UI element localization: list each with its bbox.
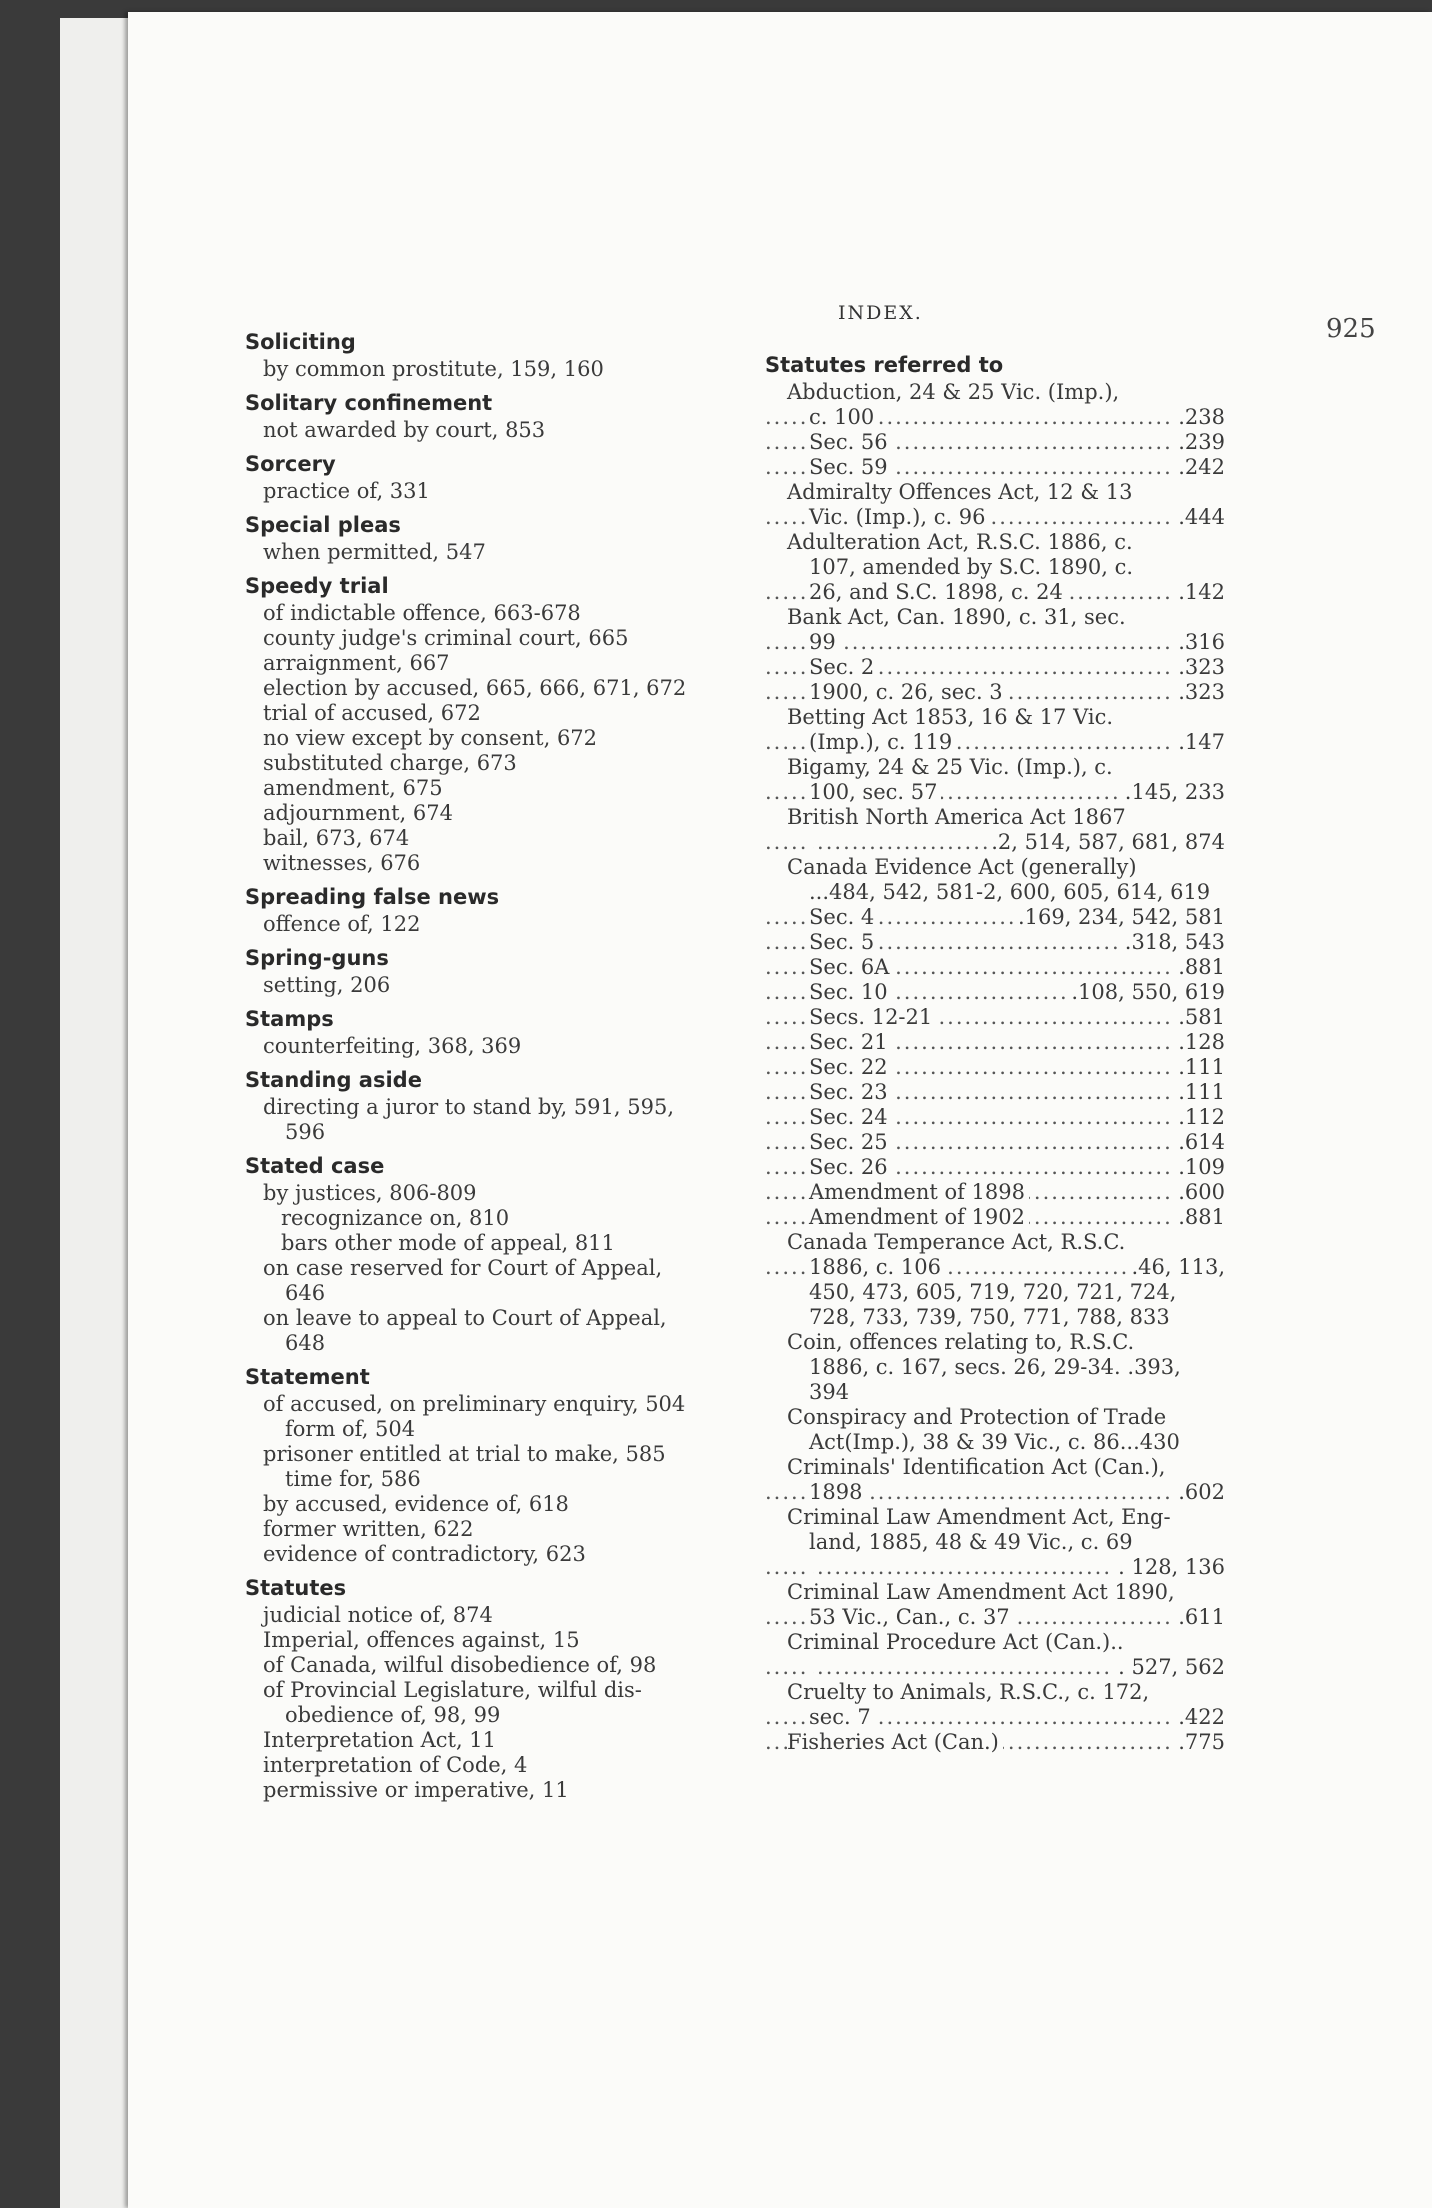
index-heading: Solitary confinement: [245, 391, 493, 415]
statute-page-ref: .128: [1174, 1030, 1225, 1055]
statute-line: [765, 1280, 1225, 1305]
statute-text: [809, 1555, 813, 1579]
statute-text: Bank Act, Can. 1890, c. 31, sec.: [787, 605, 1130, 629]
index-entry: [245, 882, 725, 937]
index-subentry: of Provincial Legislature, wilful dis-: [263, 1678, 642, 1702]
statute-line: [765, 680, 1225, 705]
statute-line: [765, 1005, 1225, 1030]
index-heading: Stamps: [245, 1007, 334, 1031]
index-subentry: practice of, 331: [263, 479, 430, 503]
left-column: [245, 327, 725, 1809]
index-subentry: on leave to appeal to Court of Appeal,: [263, 1306, 667, 1330]
statute-line: [765, 1130, 1225, 1155]
statute-text: Secs. 12-21: [809, 1005, 936, 1029]
statute-line: [765, 1255, 1225, 1280]
index-heading: Statement: [245, 1365, 370, 1389]
index-subentry: 646: [285, 1281, 326, 1305]
index-heading: Speedy trial: [245, 574, 389, 598]
statute-line: [765, 1230, 1225, 1255]
statute-line: [765, 1305, 1225, 1330]
statute-line: [765, 1480, 1225, 1505]
statute-page-ref: .444: [1174, 505, 1225, 530]
statute-line: [765, 855, 1225, 880]
statute-line: [765, 580, 1225, 605]
statute-line: [765, 430, 1225, 455]
statute-page-ref: .611: [1174, 1605, 1225, 1630]
index-entry: [245, 1151, 725, 1356]
index-entry: [245, 1004, 725, 1059]
statute-line: [765, 755, 1225, 780]
statute-line: [765, 1580, 1225, 1605]
index-subentry: recognizance on, 810: [281, 1206, 510, 1230]
statute-text: 1898: [809, 1480, 866, 1504]
index-heading: Statutes: [245, 1576, 347, 1600]
index-entry: [245, 1362, 725, 1567]
statute-page-ref: .147: [1174, 730, 1225, 755]
statute-text: Abduction, 24 & 25 Vic. (Imp.),: [787, 380, 1123, 404]
statute-text: British North America Act 1867: [787, 805, 1130, 829]
index-heading: Spreading false news: [245, 885, 500, 909]
statute-line: [765, 980, 1225, 1005]
statute-text: 26, and S.C. 1898, c. 24: [809, 580, 1067, 604]
statute-text: Criminal Law Amendment Act 1890,: [787, 1580, 1179, 1604]
index-subentry: permissive or imperative, 11: [263, 1778, 569, 1802]
statute-line: [765, 930, 1225, 955]
index-subentry: bail, 673, 674: [263, 826, 410, 850]
index-subentry: offence of, 122: [263, 912, 421, 936]
statute-text: sec. 7: [809, 1705, 875, 1729]
statute-text: 100, sec. 57: [809, 780, 941, 804]
index-heading: Sorcery: [245, 452, 336, 476]
statute-text: Canada Evidence Act (generally): [787, 855, 1141, 879]
statute-line: [765, 955, 1225, 980]
statute-text: Sec. 26: [809, 1155, 892, 1179]
statute-text: [809, 1655, 813, 1679]
index-subentry: not awarded by court, 853: [263, 418, 546, 442]
index-subentry: obedience of, 98, 99: [285, 1703, 501, 1727]
statute-page-ref: .108, 550, 619: [1067, 980, 1225, 1005]
statute-text: Cruelty to Animals, R.S.C., c. 172,: [787, 1680, 1153, 1704]
statute-line: [765, 1630, 1225, 1655]
statute-page-ref: .238: [1174, 405, 1225, 430]
index-subentry: 648: [285, 1331, 326, 1355]
statute-page-ref: ..... .2, 514, 587, 681, 874: [987, 830, 1225, 855]
statute-page-ref: .323: [1174, 655, 1225, 680]
index-subentry: evidence of contradictory, 623: [263, 1542, 586, 1566]
statute-text: Sec. 59: [809, 455, 892, 479]
index-entry: [245, 1573, 725, 1803]
statute-line: [765, 605, 1225, 630]
statute-line: [765, 405, 1225, 430]
statute-page-ref: .775: [1174, 1730, 1225, 1755]
statute-page-ref: .112: [1174, 1105, 1225, 1130]
statute-page-ref: .602: [1174, 1480, 1225, 1505]
index-subentry: trial of accused, 672: [263, 701, 481, 725]
statute-line: [765, 1505, 1225, 1530]
index-subentry: by justices, 806-809: [263, 1181, 477, 1205]
statute-text: Amendment of 1898: [809, 1180, 1029, 1204]
statute-text: Coin, offences relating to, R.S.C.: [787, 1330, 1138, 1354]
index-subentry: judicial notice of, 874: [263, 1603, 493, 1627]
statute-line: [765, 480, 1225, 505]
statute-line: [765, 455, 1225, 480]
statute-text: Sec. 2: [809, 655, 878, 679]
statute-line: [765, 1180, 1225, 1205]
statute-page-ref: .145, 233: [1121, 780, 1225, 805]
index-subentry: of Canada, wilful disobedience of, 98: [263, 1653, 657, 1677]
statute-page-ref: .323: [1174, 680, 1225, 705]
statute-line: [765, 1355, 1225, 1405]
statute-text: (Imp.), c. 119: [809, 730, 956, 754]
statute-text: Criminal Law Amendment Act, Eng-: [787, 1505, 1175, 1529]
statute-page-ref: .109: [1174, 1155, 1225, 1180]
index-heading: Statutes referred to: [765, 353, 1004, 377]
statute-line: [765, 1605, 1225, 1630]
statute-text: Fisheries Act (Can.): [787, 1730, 1003, 1754]
statute-text: 1886, c. 106: [809, 1255, 945, 1279]
statute-line: [765, 1655, 1225, 1680]
statute-page-ref: .614: [1174, 1130, 1225, 1155]
statute-line: [765, 1430, 1225, 1455]
statute-text: c. 100: [809, 405, 878, 429]
index-entry: [245, 327, 725, 382]
index-subentry: election by accused, 665, 666, 671, 672: [263, 676, 687, 700]
statute-line: [765, 780, 1225, 805]
index-entry: [245, 388, 725, 443]
statute-page-ref: .142: [1174, 580, 1225, 605]
statute-text: Bigamy, 24 & 25 Vic. (Imp.), c.: [787, 755, 1117, 779]
statute-text: Vic. (Imp.), c. 96: [809, 505, 990, 529]
index-subentry: arraignment, 667: [263, 651, 450, 675]
index-subentry: former written, 622: [263, 1517, 474, 1541]
index-subentry: amendment, 675: [263, 776, 443, 800]
statute-text: Sec. 25: [809, 1130, 892, 1154]
index-subentry: form of, 504: [285, 1417, 416, 1441]
index-subentry: witnesses, 676: [263, 851, 421, 875]
index-entry: [245, 943, 725, 998]
index-subentry: time for, 586: [285, 1467, 421, 1491]
statute-line: [765, 380, 1225, 405]
statute-line: [765, 1405, 1225, 1430]
statute-text: 99: [809, 630, 840, 654]
statute-line: [765, 730, 1225, 755]
statute-page-ref: .239: [1174, 430, 1225, 455]
statute-line: [765, 1105, 1225, 1130]
statute-line: [765, 1055, 1225, 1080]
statute-line: [765, 630, 1225, 655]
statute-page-ref: ..... . 128, 136: [1114, 1555, 1225, 1580]
index-subentry: no view except by consent, 672: [263, 726, 598, 750]
statute-page-ref: ..... . 527, 562: [1114, 1655, 1225, 1680]
index-subentry: Interpretation Act, 11: [263, 1728, 497, 1752]
statute-line: [765, 1205, 1225, 1230]
statute-text: 450, 473, 605, 719, 720, 721, 724,: [809, 1280, 1180, 1304]
statute-text: Sec. 4: [809, 905, 878, 929]
statute-text: Criminals' Identification Act (Can.),: [787, 1455, 1169, 1479]
statute-text: Amendment of 1902: [809, 1205, 1029, 1229]
statute-page-ref: .881: [1174, 1205, 1225, 1230]
index-entry: [245, 1065, 725, 1145]
index-subentry: of indictable offence, 663-678: [263, 601, 581, 625]
statute-line: [765, 805, 1225, 830]
statute-text: land, 1885, 48 & 49 Vic., c. 69: [809, 1530, 1137, 1554]
statute-page-ref: .318, 543: [1121, 930, 1225, 955]
index-entry: [245, 510, 725, 565]
statute-line: [765, 1455, 1225, 1480]
statute-text: Sec. 23: [809, 1080, 892, 1104]
statute-text: Sec. 24: [809, 1105, 892, 1129]
statute-line: [765, 530, 1225, 555]
statute-line: [765, 1555, 1225, 1580]
index-subentry: setting, 206: [263, 973, 391, 997]
statute-text: Sec. 6A: [809, 955, 893, 979]
index-subentry: by accused, evidence of, 618: [263, 1492, 569, 1516]
statute-text: Sec. 22: [809, 1055, 892, 1079]
statute-page-ref: .46, 113,: [1127, 1255, 1225, 1280]
index-subentry: of accused, on preliminary enquiry, 504: [263, 1392, 686, 1416]
statute-line: [765, 1080, 1225, 1105]
index-subentry: Imperial, offences against, 15: [263, 1628, 580, 1652]
statute-line: [765, 1155, 1225, 1180]
statute-page-ref: .422: [1174, 1705, 1225, 1730]
statute-page-ref: .111: [1174, 1080, 1225, 1105]
statute-line: [765, 505, 1225, 530]
statute-text: Act(Imp.), 38 & 39 Vic., c. 86...430: [809, 1430, 1184, 1454]
statute-text: Betting Act 1853, 16 & 17 Vic.: [787, 705, 1117, 729]
statute-text: 1886, c. 167, secs. 26, 29-34. .393, 394: [809, 1355, 1181, 1404]
statute-text: Criminal Procedure Act (Can.)..: [787, 1630, 1128, 1654]
index-subentry: when permitted, 547: [263, 540, 486, 564]
index-subentry: directing a juror to stand by, 591, 595,: [263, 1095, 675, 1119]
index-entry: [245, 449, 725, 504]
statute-text: Conspiracy and Protection of Trade: [787, 1405, 1170, 1429]
statute-text: Sec. 56: [809, 430, 892, 454]
statute-line: [765, 1705, 1225, 1730]
index-subentry: 596: [285, 1120, 326, 1144]
statute-text: Sec. 10: [809, 980, 892, 1004]
statute-page-ref: .600: [1174, 1180, 1225, 1205]
index-subentry: county judge's criminal court, 665: [263, 626, 629, 650]
index-subentry: substituted charge, 673: [263, 751, 517, 775]
index-subentry: counterfeiting, 368, 369: [263, 1034, 522, 1058]
index-subentry: on case reserved for Court of Appeal,: [263, 1256, 663, 1280]
statute-line: [765, 1530, 1225, 1555]
statute-line: [765, 905, 1225, 930]
index-heading: Standing aside: [245, 1068, 422, 1092]
statute-line: [765, 555, 1225, 580]
index-subentry: adjournment, 674: [263, 801, 453, 825]
statute-text: Sec. 21: [809, 1030, 892, 1054]
statute-text: Sec. 5: [809, 930, 878, 954]
statute-line: [765, 1030, 1225, 1055]
statute-page-ref: .169, 234, 542, 581: [1014, 905, 1225, 930]
index-subentry: by common prostitute, 159, 160: [263, 357, 604, 381]
statute-page-ref: .581: [1174, 1005, 1225, 1030]
index-subentry: prisoner entitled at trial to make, 585: [263, 1442, 666, 1466]
statute-text: 1900, c. 26, sec. 3: [809, 680, 1007, 704]
statute-text: Adulteration Act, R.S.C. 1886, c.: [787, 530, 1137, 554]
statute-line: [765, 655, 1225, 680]
index-subentry: bars other mode of appeal, 811: [281, 1231, 615, 1255]
statute-line: [765, 1330, 1225, 1355]
statute-page-ref: .881: [1174, 955, 1225, 980]
statute-line: [765, 830, 1225, 855]
statute-line: [765, 705, 1225, 730]
index-heading: Special pleas: [245, 513, 401, 537]
statute-text: 107, amended by S.C. 1890, c.: [809, 555, 1137, 579]
index-heading: Spring-guns: [245, 946, 389, 970]
statute-page-ref: .111: [1174, 1055, 1225, 1080]
statute-text: 53 Vic., Can., c. 37: [809, 1605, 1014, 1629]
statute-text: 728, 733, 739, 750, 771, 788, 833: [809, 1305, 1174, 1329]
statute-page-ref: .316: [1174, 630, 1225, 655]
page-header: INDEX.: [838, 302, 923, 324]
statute-line: [765, 880, 1225, 905]
statute-text: Admiralty Offences Act, 12 & 13: [787, 480, 1136, 504]
statute-text: Canada Temperance Act, R.S.C.: [787, 1230, 1129, 1254]
index-entry: [245, 571, 725, 876]
statute-page-ref: .242: [1174, 455, 1225, 480]
page-number: 925: [1326, 314, 1376, 344]
statute-text: [809, 830, 813, 854]
index-heading: Stated case: [245, 1154, 385, 1178]
right-column: [765, 350, 1225, 1755]
statute-line: [765, 1680, 1225, 1705]
index-heading: Soliciting: [245, 330, 356, 354]
statute-text: ...484, 542, 581-2, 600, 605, 614, 619: [809, 880, 1214, 904]
index-subentry: interpretation of Code, 4: [263, 1753, 528, 1777]
statute-line: [765, 1730, 1225, 1755]
